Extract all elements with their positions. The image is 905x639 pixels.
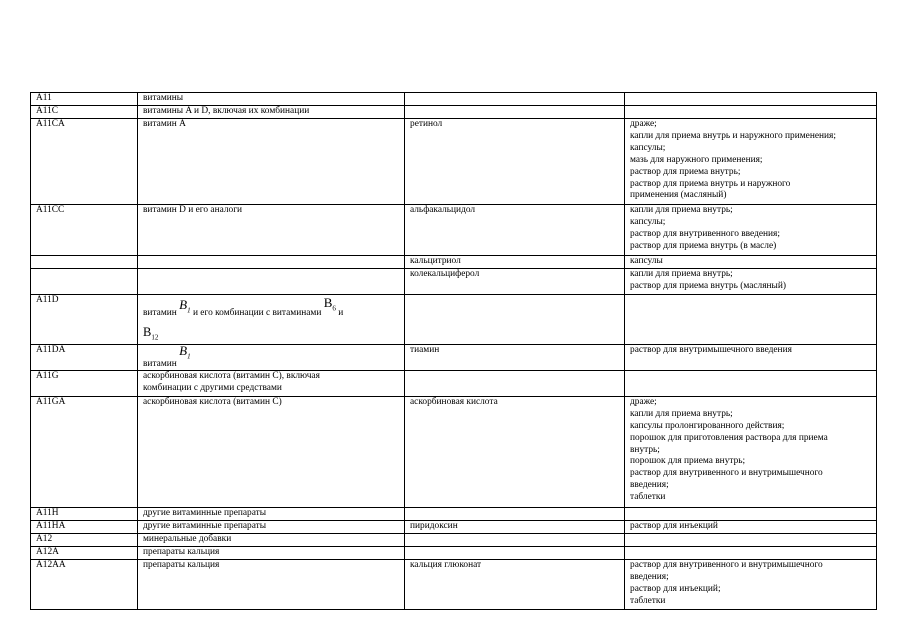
dosage-form: раствор для приема внутрь (в масле) <box>630 240 777 251</box>
dosage-form: раствор для инъекций <box>630 520 718 531</box>
table-row <box>31 507 877 520</box>
dosage-form: раствор для приема внутрь (масляный) <box>630 280 786 291</box>
dosage-form: капли для приема внутрь; <box>630 205 733 215</box>
table-row <box>31 546 877 559</box>
substance-cell <box>405 370 625 396</box>
group-prefix: витамин <box>143 358 177 369</box>
dosage-form: раствор для приема внутрь и наружного <box>630 178 791 189</box>
substance-cell: ретинол <box>405 119 625 205</box>
dosage-form: капсулы; <box>630 142 666 153</box>
substance-cell: кальцитриол <box>405 256 625 269</box>
atc-code-cell: A12A <box>31 546 138 559</box>
dosage-form: раствор для внутривенного введения; <box>630 228 780 239</box>
dosage-form: капли для приема внутрь; <box>630 408 733 419</box>
atc-code-cell <box>31 269 138 295</box>
table-row <box>31 205 877 256</box>
dosage-form: порошок для приготовления раствора для приема <box>630 432 828 443</box>
table-row <box>31 119 877 205</box>
dosage-forms-cell <box>625 269 877 295</box>
dosage-forms-cell <box>625 546 877 559</box>
group-name-cell: аскорбиновая кислота (витамин C), включая комбинации с другими средствами <box>138 370 405 396</box>
dosage-form: раствор для внутримышечного введения <box>630 344 792 355</box>
dosage-forms-cell <box>625 106 877 119</box>
atc-code-cell: A11CA <box>31 119 138 205</box>
dosage-form: раствор для внутривенного и внутримышечного <box>630 559 823 570</box>
dosage-forms-cell <box>625 344 877 370</box>
group-name-cell: аскорбиновая кислота (витамин C) <box>138 396 405 507</box>
group-middle-text: и его комбинации с витаминами <box>192 308 322 318</box>
atc-code-cell: A11G <box>31 370 138 396</box>
table-row <box>31 269 877 295</box>
table-row <box>31 370 877 396</box>
vitamin-b6-symbol: $B_6$ <box>323 295 336 313</box>
dosage-form: введения; <box>630 480 669 491</box>
dosage-form: капсулы; <box>630 216 666 227</box>
dosage-form: капли для приема внутрь и наружного применения; <box>630 130 836 141</box>
dosage-forms-cell <box>625 520 877 533</box>
substance-cell: кальция глюконат <box>405 559 625 609</box>
dosage-forms-cell <box>625 205 877 256</box>
substance-cell: тиамин <box>405 344 625 370</box>
group-name-cell: витамины <box>138 93 405 106</box>
group-name-cell: минеральные добавки <box>138 533 405 546</box>
table-row <box>31 533 877 546</box>
dosage-forms-cell <box>625 119 877 205</box>
table-row <box>31 559 877 609</box>
substance-cell <box>405 93 625 106</box>
dosage-form: раствор для инъекций; <box>630 583 721 594</box>
dosage-form: капсулы <box>630 256 663 266</box>
substance-cell <box>405 295 625 345</box>
group-name-cell <box>138 269 405 295</box>
group-name-cell <box>138 295 405 345</box>
group-prefix: витамин <box>143 308 177 318</box>
table-row <box>31 256 877 269</box>
dosage-form: драже; <box>630 119 657 129</box>
group-name-cell: витамины A и D, включая их комбинации <box>138 106 405 119</box>
table-row <box>31 93 877 106</box>
atc-code-cell: A11D <box>31 295 138 345</box>
table-row <box>31 295 877 345</box>
substance-cell <box>405 507 625 520</box>
group-name-cell <box>138 344 405 370</box>
dosage-forms-cell <box>625 295 877 345</box>
substance-cell <box>405 106 625 119</box>
dosage-form: введения; <box>630 571 669 582</box>
vitamin-b1-symbol: $B_1$ <box>179 344 191 361</box>
table-row <box>31 106 877 119</box>
dosage-form: таблетки <box>630 492 666 503</box>
dosage-form: капли для приема внутрь; <box>630 269 733 279</box>
atc-code-cell: A11H <box>31 507 138 520</box>
dosage-form: применения (масляный) <box>630 190 727 201</box>
dosage-form: раствор для внутривенного и внутримышечного <box>630 468 823 479</box>
group-name-cell: витамин A <box>138 119 405 205</box>
group-name-cell: витамин D и его аналоги <box>138 205 405 256</box>
atc-code-cell: A12AA <box>31 559 138 609</box>
dosage-forms-cell <box>625 370 877 396</box>
group-name-cell: препараты кальция <box>138 559 405 609</box>
dosage-forms-cell <box>625 93 877 106</box>
dosage-forms-cell <box>625 396 877 507</box>
dosage-forms-cell <box>625 256 877 269</box>
atc-code-cell <box>31 256 138 269</box>
substance-cell <box>405 533 625 546</box>
vitamin-b12-symbol: $B_{12}$ <box>143 324 159 341</box>
dosage-forms-cell <box>625 533 877 546</box>
atc-code-cell: A11GA <box>31 396 138 507</box>
dosage-form: мазь для наружного применения; <box>630 154 763 165</box>
atc-code-cell: A11CC <box>31 205 138 256</box>
table-row <box>31 520 877 533</box>
dosage-form: капсулы пролонгированного действия; <box>630 420 785 431</box>
group-name-cell: другие витаминные препараты <box>138 520 405 533</box>
drug-classification-table <box>30 92 877 610</box>
substance-cell: пиридоксин <box>405 520 625 533</box>
table-row <box>31 396 877 507</box>
dosage-forms-cell <box>625 559 877 609</box>
atc-code-cell: A11HA <box>31 520 138 533</box>
atc-code-cell: A11DA <box>31 344 138 370</box>
substance-cell: колекальциферол <box>405 269 625 295</box>
dosage-form: внутрь; <box>630 444 660 455</box>
dosage-form: драже; <box>630 396 657 407</box>
table-row <box>31 344 877 370</box>
group-name-cell <box>138 256 405 269</box>
group-name-cell: препараты кальция <box>138 546 405 559</box>
substance-cell: аскорбиновая кислота <box>405 396 625 507</box>
group-name-cell: другие витаминные препараты <box>138 507 405 520</box>
substance-cell: альфакальцидол <box>405 205 625 256</box>
substance-cell <box>405 546 625 559</box>
dosage-form: порошок для приема внутрь; <box>630 456 746 467</box>
dosage-form: таблетки <box>630 595 666 606</box>
dosage-forms-cell <box>625 507 877 520</box>
vitamin-b1-symbol: $B_1$ <box>179 297 191 315</box>
atc-code-cell: A11 <box>31 93 138 106</box>
atc-code-cell: A12 <box>31 533 138 546</box>
atc-code-cell: A11C <box>31 106 138 119</box>
group-and-text: и <box>338 308 344 318</box>
dosage-form: раствор для приема внутрь; <box>630 166 741 177</box>
